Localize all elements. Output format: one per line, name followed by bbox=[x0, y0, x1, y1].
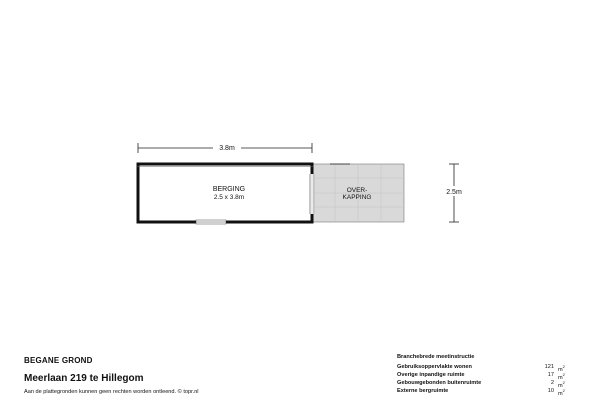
width-label: 3.8m bbox=[219, 145, 235, 152]
area-row bbox=[397, 363, 572, 371]
area-row-label: Externe bergruimte bbox=[397, 388, 449, 394]
height-dimension bbox=[440, 164, 468, 222]
overkapping-area bbox=[312, 164, 404, 222]
berging-label: BERGING bbox=[212, 186, 246, 193]
overkapping-label-2: KAPPING bbox=[342, 194, 372, 201]
height-label: 2.5m bbox=[446, 189, 462, 196]
area-row-value: 121 bbox=[544, 364, 554, 370]
area-table bbox=[397, 354, 572, 395]
area-row-value: 2 bbox=[550, 380, 554, 386]
width-dimension bbox=[138, 142, 312, 153]
area-row-unit: $m^2$ bbox=[558, 372, 565, 381]
disclaimer: Aan de plattegronden kunnen geen rechten worden ontleend. © topr.nl bbox=[24, 389, 199, 395]
berging-size-label: 2.5 x 3.8m bbox=[213, 194, 245, 201]
area-row-unit: $m^2$ bbox=[558, 364, 565, 373]
area-row bbox=[397, 387, 572, 395]
area-row bbox=[397, 371, 572, 379]
berging-room bbox=[137, 164, 315, 224]
area-row-value: 17 bbox=[547, 372, 554, 378]
area-row-label: Gebruiksoppervlakte wonen bbox=[397, 364, 472, 370]
overkapping-label-1: OVER- bbox=[346, 187, 368, 194]
floor-name: BEGANE GROND bbox=[24, 356, 93, 365]
area-row-value: 10 bbox=[547, 388, 554, 394]
area-row-label: Gebouwgebonden buitenruimte bbox=[397, 380, 482, 386]
address: Meerlaan 219 te Hillegom bbox=[24, 373, 144, 384]
area-row-unit: $m^2$ bbox=[558, 380, 565, 389]
area-row bbox=[397, 379, 572, 387]
area-row-unit: $m^2$ bbox=[558, 388, 565, 397]
footer-info bbox=[24, 356, 199, 395]
area-table-title: Branchebrede meetinstructie bbox=[397, 354, 475, 360]
area-row-label: Overige inpandige ruimte bbox=[397, 372, 465, 378]
